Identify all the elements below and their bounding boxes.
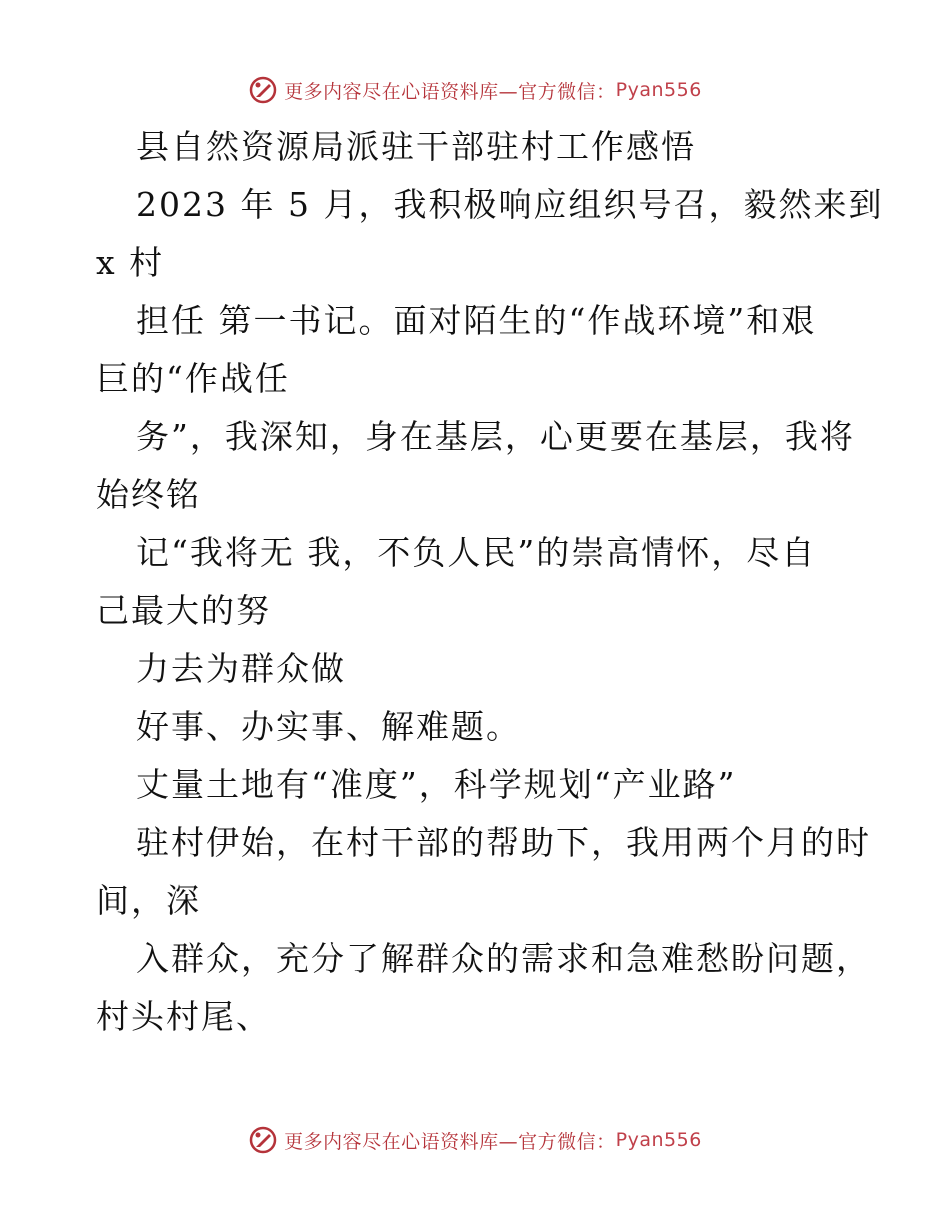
footer-watermark (0, 1120, 950, 1160)
text-line: x 村 (96, 243, 165, 282)
quill-circle-icon (248, 75, 278, 105)
text-line: 好事、办实事、解难题。 (136, 707, 521, 746)
text-line: 2023 年 5 月，我积极响应组织号召，毅然来到 (136, 185, 884, 224)
watermark-text: 更多内容尽在心语资料库—官方微信： (284, 1130, 616, 1153)
text-line: 担任 第一书记。面对陌生的“作战环境”和艰 (136, 301, 817, 340)
quill-circle-icon (248, 1125, 278, 1155)
document-body (96, 118, 884, 1046)
document-title: 县自然资源局派驻干部驻村工作感悟 (136, 127, 696, 166)
text-line: 巨的“作战任 (96, 359, 290, 398)
text-line: 己最大的努 (96, 591, 271, 630)
watermark-text: 更多内容尽在心语资料库—官方微信： (284, 80, 616, 103)
text-line: 始终铭 (96, 475, 201, 514)
text-line: 力去为群众做 (136, 649, 346, 688)
header-watermark (0, 70, 950, 110)
text-line: 入群众，充分了解群众的需求和急难愁盼问题， (136, 939, 871, 978)
text-line: 记“我将无 我，不负人民”的崇高情怀，尽自 (136, 533, 817, 572)
text-line: 驻村伊始，在村干部的帮助下，我用两个月的时 (136, 823, 871, 862)
text-line: 村头村尾、 (96, 997, 271, 1036)
text-line: 务”，我深知，身在基层，心更要在基层，我将 (136, 417, 855, 456)
watermark-wechat-id: Pyan556 (615, 79, 702, 101)
text-line: 间，深 (96, 881, 201, 920)
section-heading: 丈量土地有“准度”，科学规划“产业路” (136, 765, 737, 804)
watermark-wechat-id: Pyan556 (615, 1129, 702, 1151)
